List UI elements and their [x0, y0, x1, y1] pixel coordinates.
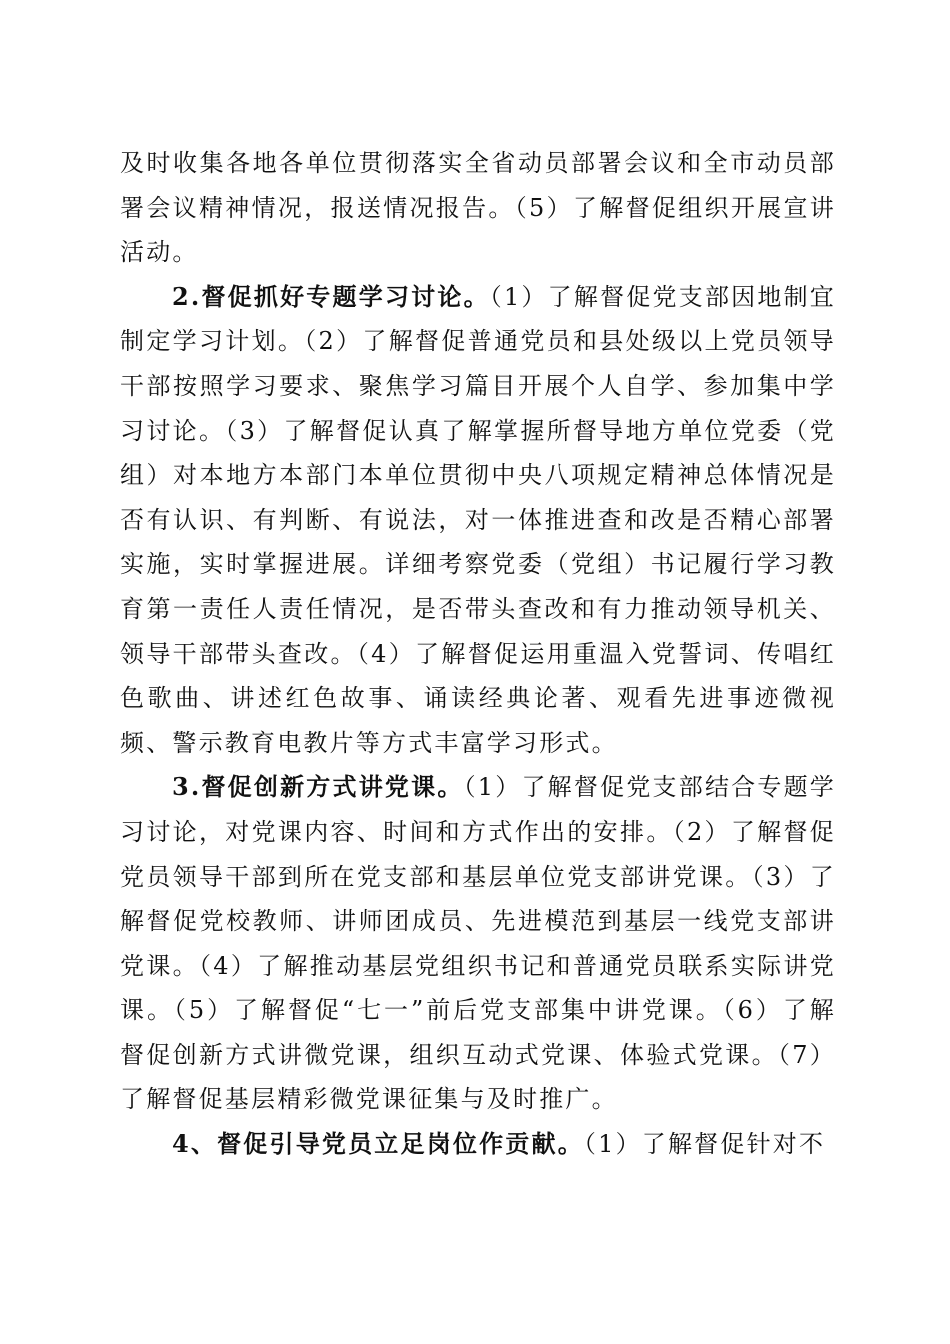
paragraph-heading: 4、督促引导党员立足岗位作贡献。	[172, 1129, 584, 1159]
document-page	[120, 141, 836, 1167]
paragraph-heading: 3.督促创新方式讲党课。	[172, 772, 464, 802]
paragraph-body: 及时收集各地各单位贯彻落实全省动员部署会议和全市动员部署会议精神情况，报送情况报告。（5）了解督促组织开展宣讲活动。	[120, 149, 836, 267]
paragraph-party-lessons	[120, 765, 836, 1122]
paragraph-study-discussion	[120, 275, 836, 766]
paragraph-contribution	[120, 1122, 836, 1167]
paragraph-heading: 2.督促抓好专题学习讨论。	[172, 281, 490, 311]
paragraph-body: （1）了解督促针对不	[583, 1130, 826, 1159]
paragraph-body: （1）了解督促党支部因地制宜制定学习计划。（2）了解督促普通党员和县处级以上党员领导干部按照学习要求、聚焦学习篇目开展个人自学、参加集中学习讨论。（3）了解督促认真了解掌握所督导地方单位党委（党组）对本地方本部门本单位贯彻中央八项规定精神总体情况是否有认识、有判断、有说法，对一体推进查和改是否精心部署实施，实时掌握进展。详细考察党委（党组）书记履行学习教育第一责任人责任情况，是否带头查改和有力推动领导机关、领导干部带头查改。（4）了解督促运用重温入党誓词、传唱红色歌曲、讲述红色故事、诵读经典论著、观看先进事迹微视频、警示教育电教片等方式丰富学习形式。	[120, 282, 836, 757]
paragraph-continuation	[120, 141, 836, 275]
paragraph-body: （1）了解督促党支部结合专题学习讨论，对党课内容、时间和方式作出的安排。（2）了解督促党员领导干部到所在党支部和基层单位党支部讲党课。（3）了解督促党校教师、讲师团成员、先进模范到基层一线党支部讲党课。（4）了解推动基层党组织书记和普通党员联系实际讲党课。（5）了解督促“七一”前后党支部集中讲党课。（6）了解督促创新方式讲微党课，组织互动式党课、体验式党课。（7）了解督促基层精彩微党课征集与及时推广。	[120, 773, 836, 1114]
